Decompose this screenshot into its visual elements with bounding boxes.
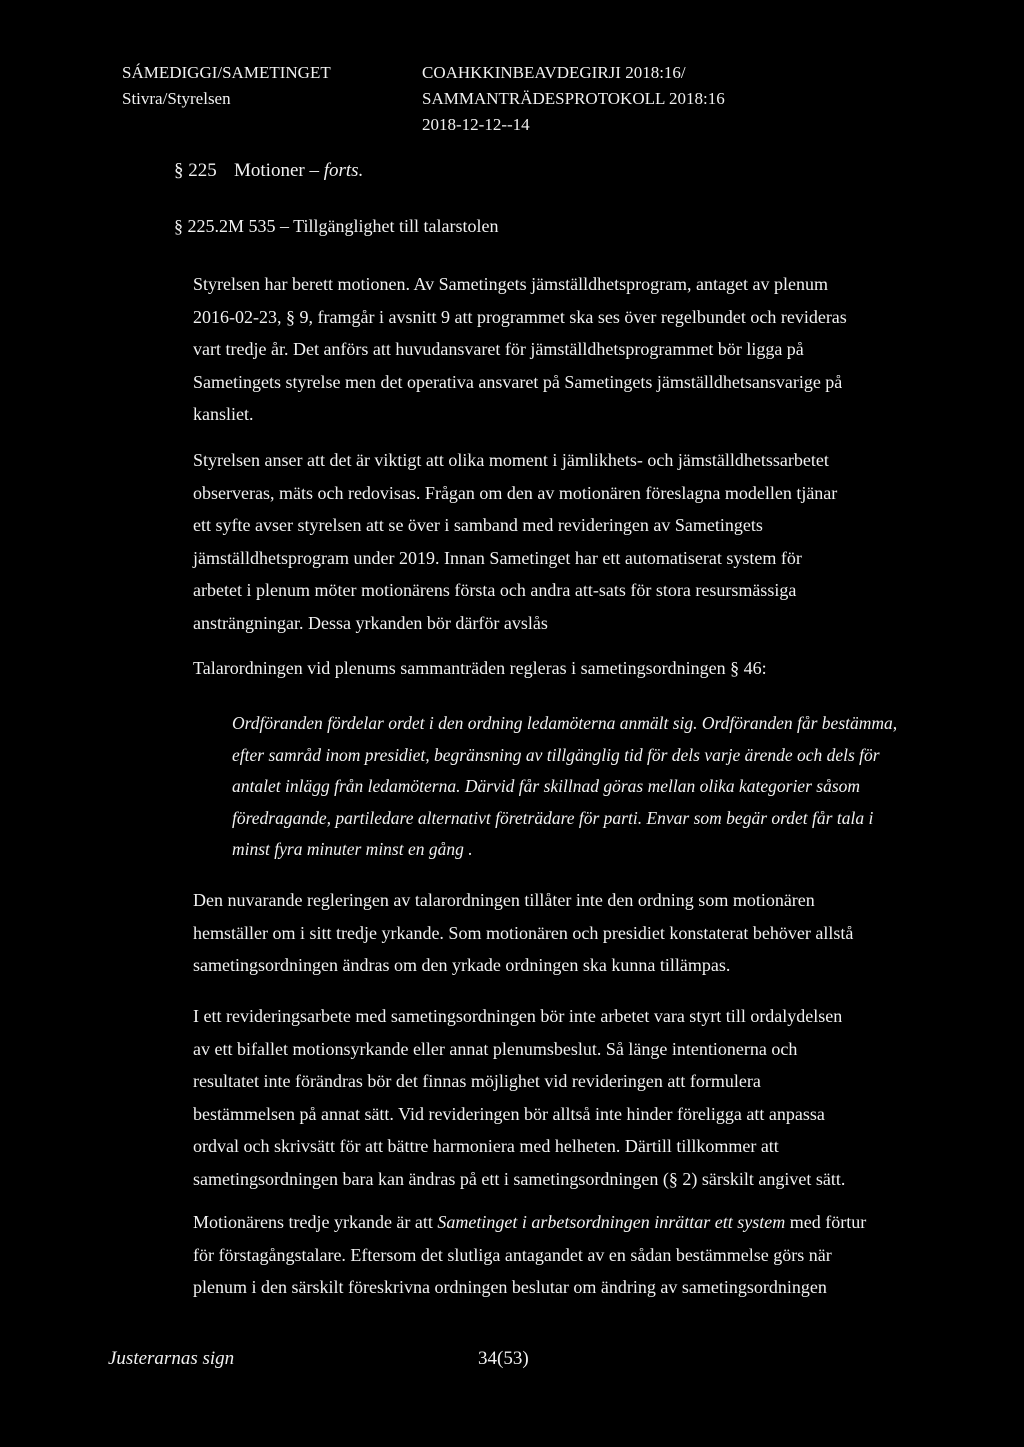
subsection-title: M 535 – Tillgänglighet till talarstolen — [228, 216, 499, 236]
section-number: § 225 — [174, 160, 217, 181]
text-line: resultatet inte förändras bör det finnas möjlighet vid revideringen att formulera — [193, 1071, 761, 1092]
header-right — [422, 60, 725, 138]
text-line: sametingsordningen ändras om den yrkade ordningen ska kunna tillämpas. — [193, 955, 731, 976]
quoted-rule — [232, 708, 992, 866]
text-line: ett syfte avser styrelsen att se över i samband med revideringen av Sametingets — [193, 515, 763, 536]
paragraph-3 — [193, 652, 993, 685]
section-heading — [174, 160, 363, 182]
text-line: plenum i den särskilt föreskrivna ordningen beslutar om ändring av sametingsordningen — [193, 1277, 827, 1298]
text-line: sametingsordningen bara kan ändras på ett i sametingsordningen (§ 2) särskilt angivet sätt. — [193, 1168, 846, 1189]
text-line: Styrelsen har berett motionen. Av Sametingets jämställdhetsprogram, antaget av plenum — [193, 274, 829, 294]
header-body: Stivra/Styrelsen — [122, 89, 231, 108]
text-line: hemställer om i sitt tredje yrkande. Som motionären och presidiet konstaterat behöver allstå — [193, 922, 854, 943]
text-line: arbetet i plenum möter motionärens första och andra att-sats för stora resursmässiga — [193, 580, 797, 601]
subsection-number: § 225.2 — [174, 216, 228, 236]
text-line: 2016-02-23, § 9, framgår i avsnitt 9 att programmet ska ses över regelbundet och revideras — [193, 306, 847, 327]
paragraph-1 — [193, 268, 993, 431]
text-run: med förtur — [785, 1212, 867, 1232]
paragraph-4 — [193, 884, 993, 982]
text-line: för förstagångstalare. Eftersom det slutliga antagandet av en sådan bestämmelse görs när — [193, 1244, 832, 1265]
text-line: observeras, mäts och redovisas. Frågan om den av motionären föreslagna modellen tjänar — [193, 482, 838, 503]
text-line — [193, 1206, 993, 1239]
paragraph-2 — [193, 444, 993, 640]
emphasized-text: Sametinget i arbetsordningen inrättar ett system — [437, 1212, 786, 1232]
text-line: av ett bifallet motionsyrkande eller annat plenumsbeslut. Så länge intentionerna och — [193, 1038, 798, 1059]
text-line: vart tredje år. Det anförs att huvudansvaret för jämställdhetsprogrammet bör ligga på — [193, 339, 804, 360]
paragraph-6 — [193, 1206, 993, 1304]
text-line: Styrelsen anser att det är viktigt att olika moment i jämlikhets- och jämställdhetssarbetet — [193, 450, 829, 470]
paragraph-5 — [193, 1000, 993, 1196]
footer-sign-label: Justerarnas sign — [108, 1348, 235, 1369]
header-dates: 2018-12-12--14 — [422, 115, 530, 134]
quote-line: antalet inlägg från ledamöterna. Därvid får skillnad göras mellan olika kategorier såsom — [232, 776, 861, 796]
text-line: bestämmelsen på annat sätt. Vid revideringen bör alltså inte hinder föreligga att anpassa — [193, 1103, 825, 1124]
text-line: I ett revideringsarbete med sametingsordningen bör inte arbetet vara styrt till ordalydelsen — [193, 1006, 843, 1026]
section-title-cont: forts. — [323, 160, 364, 181]
text-line: jämställdhetsprogram under 2019. Innan Sametinget har ett automatiserat system för — [193, 547, 802, 568]
header-protocol-sami: COAHKKINBEAVDEGIRJI 2018:16/ — [422, 63, 686, 82]
text-line: Sametingets styrelse men det operativa ansvaret på Sametingets jämställdhetsansvarige på — [193, 371, 843, 392]
quote-line: föredragande, partiledare alternativt företrädare för parti. Envar som begär ordet får tala i — [232, 807, 874, 828]
header-protocol-swe: SAMMANTRÄDESPROTOKOLL 2018:16 — [422, 89, 725, 108]
header-org: SÁMEDIGGI/SAMETINGET — [122, 63, 331, 82]
text-line: Talarordningen vid plenums sammanträden regleras i sametingsordningen § 46: — [193, 658, 767, 678]
text-line: Den nuvarande regleringen av talarordningen tillåter inte den ordning som motionären — [193, 890, 815, 910]
text-run: Motionärens tredje yrkande är att — [193, 1212, 438, 1232]
page-number: 34(53) — [478, 1348, 529, 1369]
section-title: Motioner – — [234, 160, 324, 181]
header-left — [122, 60, 331, 112]
text-line: ordval och skrivsätt för att bättre harmoniera med helheten. Därtill tillkommer att — [193, 1136, 779, 1157]
text-line: kansliet. — [193, 404, 254, 425]
quote-line: efter samråd inom presidiet, begränsning av tillgänglig tid för dels varje ärende och dels för — [232, 744, 880, 765]
text-line: ansträngningar. Dessa yrkanden bör därför avslås — [193, 612, 548, 633]
quote-line: minst fyra minuter minst en gång . — [232, 839, 473, 859]
quote-line: Ordföranden fördelar ordet i den ordning ledamöterna anmält sig. Ordföranden får bestämma, — [232, 713, 898, 733]
subsection-heading — [174, 216, 499, 237]
